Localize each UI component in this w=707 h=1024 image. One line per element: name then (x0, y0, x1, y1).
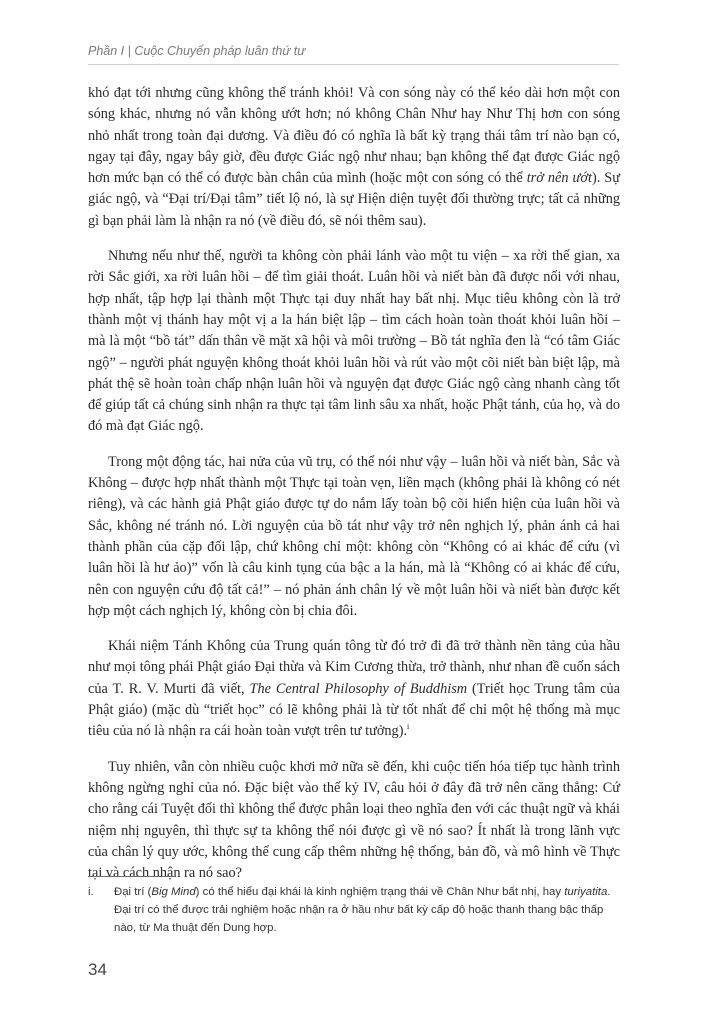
header-divider (88, 64, 619, 65)
italic-text: Big Mind (151, 886, 196, 898)
paragraph (88, 452, 620, 622)
footnote-divider (88, 876, 174, 877)
text-run: Tuy nhiên, vẫn còn nhiều cuộc khơi mở nữa sẽ đến, khi cuộc tiến hóa tiếp tục hành trình không ngừng nghỉ của nó. Đặc biệt vào thế kỷ IV, câu hỏi ở đây đã trở nên căng thẳng: Cứ cho rằng cái Tuyệt đối thì không thể được phân loại theo nghĩa đen với các thuật ngữ và khái niệm nhị nguyên, thì thực sự ta không thể nói được gì về nó sao? Ít nhất là trong lãnh vực của chân lý quy ước, không thể cung cấp thêm những hệ thống, bản đồ, và mô hình về Thực tại và cách nhận ra nó sao? (88, 758, 620, 882)
paragraph (88, 636, 620, 742)
italic-text: The Central Philosophy of Buddhism (249, 680, 468, 697)
italic-text: turiyatita (564, 886, 608, 898)
paragraph (88, 246, 620, 438)
running-header: Phần I | Cuộc Chuyển pháp luân thứ tư (88, 44, 306, 58)
text-run: ). Sự giác ngộ, và “Đại trí/Đại tâm” tiết lộ nó, là sự Hiện diện tuyệt đối thường trực; tất cả những gì bạn phải làm là nhận ra nó (về điều đó, sẽ nói thêm sau). (88, 170, 620, 229)
text-run: Đại trí ( (114, 886, 152, 898)
body-text (88, 83, 620, 898)
footnote-marker: i. (88, 886, 94, 898)
footnote (88, 883, 620, 937)
text-run: Nhưng nếu như thế, người ta không còn phải lánh vào một tu viện – xa rời thế gian, xa rời Sắc giới, xa rời luân hồi – để tìm giải thoát. Luân hồi và niết bàn đã được nối với nhau, hợp nhất, tập hợp lại thành một Thực tại duy nhất hay bất nhị. Mục tiêu không còn là trở thành một vị thánh hay một vị a la hán biệt lập – tìm cách hoàn toàn thoát khỏi luân hồi – mà là một “bồ tát” dấn thân về mặt xã hội và môi trường – Bồ tát nghĩa đen là “có tâm Giác ngộ” – người phát nguyện không thoát khỏi luân hồi và rút vào một cõi niết bàn biệt lập, mà phát thệ sẽ hoàn toàn chấp nhận luân hồi và nguyện đạt được Giác ngộ càng nhanh càng tốt để giúp tất cả chúng sinh nhận ra thực tại tâm linh sâu xa nhất, hoặc Phật tánh, của họ, và do đó mà đạt Giác ngộ. (88, 248, 620, 435)
text-run: (Triết học Trung tâm của Phật giáo) (mặc dù “triết học” có lẽ không phải là từ tốt nhất để chỉ một hệ thống mà mục tiêu của nó là nhận ra cái hoàn toàn vượt trên tư tưởng). (88, 680, 621, 740)
paragraph (88, 757, 620, 885)
text-run: khó đạt tới nhưng cũng không thể tránh khỏi! Và con sóng này có thể kéo dài hơn một con sóng khác, nhưng nó vẫn không ướt hơn; nó không Chân Như hay Như Thị hơn con sóng nhỏ nhất trong toàn đại dương. Và điều đó có nghĩa là bất kỳ trạng thái tâm trí nào bạn có, ngay tại đây, ngay bây giờ, đều được Giác ngộ như nhau; bạn không thể đạt được Giác ngộ hơn mức bạn có thể có được bàn chân của mình (hoặc một con sóng có thể (88, 85, 620, 187)
text-run: Trong một động tác, hai nửa của vũ trụ, có thể nói như vậy – luân hồi và niết bàn, Sắc và Không – được hợp nhất thành một Thực tại toàn vẹn, liền mạch (không phải là không có nét riêng), và các hành giả Phật giáo được tự do nắm lấy toàn bộ cõi hiển hiện của luân hồi và Sắc, không né tránh nó. Lời nguyện của bồ tát như vậy trở nên nghịch lý, phản ánh cả hai thành phần của cặp đối lập, chứ không chỉ một: không còn “Không có ai khác để cứu (vì luân hồi là hư ảo)” vốn là câu kinh tụng của bậc a la hán, mà là “Không có ai khác để cứu, nên con nguyện cứu độ tất cả!” – nó phản ánh chân lý về một luân hồi và niết bàn được kết hợp một cách nghịch lý, không còn bị chia đôi. (88, 453, 620, 619)
footnote-ref: i (407, 722, 410, 732)
text-run: ) có thể hiểu đại khái là kinh nghiệm trạng thái về Chân Như bất nhị, hay (195, 886, 565, 898)
page-number: 34 (88, 960, 107, 979)
footnote-text (114, 883, 620, 937)
italic-text: trở nên ướt (526, 170, 592, 187)
text-run: . Đại trí có thể được trải nghiệm hoặc nhận ra ở hầu như bất kỳ cấp độ hoặc thanh thang bậc thấp nào, từ Ma thuật đến Dung hợp. (114, 886, 611, 934)
paragraph (88, 83, 620, 232)
text-run: Khái niệm Tánh Không của Trung quán tông từ đó trở đi đã trở thành nền tảng của hầu như mọi tông phái Phật giáo Đại thừa và Kim Cương thừa, trở thành, như nhan đề cuốn sách của T. R. V. Murti đã viết, (88, 638, 620, 697)
